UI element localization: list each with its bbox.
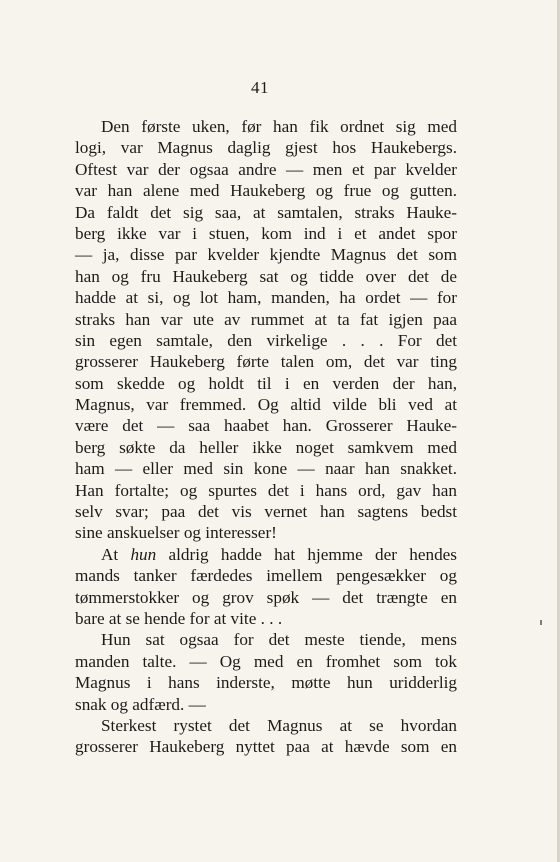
text-line: tømmerstokker og grov spøk — det trængte en: [75, 587, 457, 607]
text-line: sine anskuelser og interesser!: [75, 523, 277, 543]
margin-mark: [540, 620, 542, 625]
text-line: Magnus, var fremmed. Og altid vilde bli ved at: [75, 395, 457, 415]
text-line: manden talte. — Og med en fromhet som tok: [75, 651, 457, 671]
text-line: Den første uken, før han fik ordnet sig med: [101, 117, 457, 136]
text-line: Magnus i hans inderste, møtte hun uridderlig: [75, 673, 457, 693]
text-line: grosserer Haukeberg førte talen om, det var ting: [75, 352, 457, 372]
text-line: Hun sat ogsaa for det meste tiende, mens: [101, 630, 457, 650]
text-line: berg søkte da heller ikke noget samkvem med: [75, 437, 457, 457]
text-line: som skedde og holdt til i en verden der han,: [75, 373, 457, 393]
text-line: selv svar; paa det vis vernet han sagtens bedst: [75, 502, 457, 522]
text-line: Da faldt det sig saa, at samtalen, straks Hauke-: [75, 202, 457, 222]
text-line: logi, var Magnus daglig gjest hos Haukebergs.: [75, 138, 457, 158]
text-line: sin egen samtale, den virkelige . . . For det: [75, 330, 457, 350]
text-line: være det — saa haabet han. Grosserer Hauke-: [75, 416, 457, 436]
text-line: At hun aldrig hadde hat hjemme der hendes: [101, 544, 457, 564]
text-line: Sterkest rystet det Magnus at se hvordan: [101, 715, 457, 735]
text-line: hadde at si, og lot ham, manden, ha ordet — for: [75, 288, 457, 308]
text-line: grosserer Haukeberg nyttet paa at hævde som en: [75, 737, 457, 757]
text-line: berg ikke var i stuen, kom ind i et andet spor: [75, 223, 457, 243]
text-line: han og fru Haukeberg sat og tidde over det de: [75, 266, 457, 286]
text-line: — ja, disse par kvelder kjendte Magnus det som: [75, 245, 457, 265]
text-line: bare at se hende for at vite . . .: [75, 608, 283, 628]
text-line: var han alene med Haukeberg og frue og gutten.: [75, 181, 457, 201]
body-text: [75, 116, 457, 758]
page-number: 41: [251, 78, 269, 97]
text-line: Oftest var der ogsaa andre — men et par kvelder: [75, 159, 457, 179]
text-line: mands tanker færdedes imellem pengesækker og: [75, 566, 457, 586]
text-line: Han fortalte; og spurtes det i hans ord, gav han: [75, 480, 457, 500]
text-line: snak og adfærd. —: [75, 694, 206, 714]
text-line: ham — eller med sin kone — naar han snakket.: [75, 459, 457, 479]
text-line: straks han var ute av rummet at ta fat igjen paa: [75, 309, 457, 329]
